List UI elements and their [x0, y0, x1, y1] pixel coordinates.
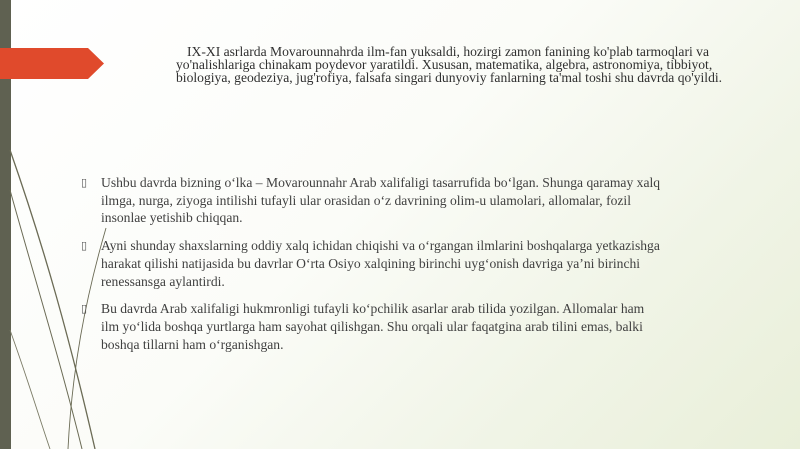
bullet-text: Bu davrda Arab xalifaligi hukmronligi tufayli ko‘pchilik asarlar arab tilida yozilgan. Allomalar ham ilm yo‘lida boshqa yurtlarga ham sayohat qilishgan. Shu orqali ular faqatgina arab tilini emas, balki boshqa tillarni ham o‘rganishgan.	[101, 301, 645, 352]
bullet-text: Ayni shunday shaxslarning oddiy xalq ichidan chiqishi va o‘rgangan ilmlarini boshqalarga yetkazishga harakat qilishi natijasida bu davrlar O‘rta Osiyo xalqining birinchi uyg‘onish davriga ya’ni birinchi renessansga aylantirdi.	[101, 238, 660, 289]
red-arrow-shape	[0, 48, 104, 79]
intro-paragraph: IX-XI asrlarda Movarounnahrda ilm-fan yuksaldi, hozirgi zamon fanining ko'plab tarmoqlari va yo'nalishlariga chinakam poydevor yaratildi. Xususan, matematika, algebra, astronomiya, tibbiyot, biologiya, geodeziya, jug'rofiya, falsafa singari dunyoviy fanlarning ta'mal toshi shu davrda qo'yildi.	[176, 44, 723, 86]
bullet-icon: ▯	[81, 176, 88, 189]
bullet-item	[83, 300, 663, 353]
bullet-item	[83, 174, 663, 227]
bullet-icon: ▯	[81, 239, 88, 253]
bullet-text: Ushbu davrda bizning o‘lka – Movarounnahr Arab xalifaligi tasarrufida bo‘lgan. Shunga qaramay xalq ilmga, nurga, ziyoga intilishi tufayli ular orasidan o‘z davrining olim-u ulamolari, allomalar, fozil insonlae yetishib chiqqan.	[101, 175, 661, 226]
bullet-item	[83, 237, 663, 290]
bullet-icon: ▯	[81, 302, 88, 316]
bullet-list	[83, 174, 663, 363]
